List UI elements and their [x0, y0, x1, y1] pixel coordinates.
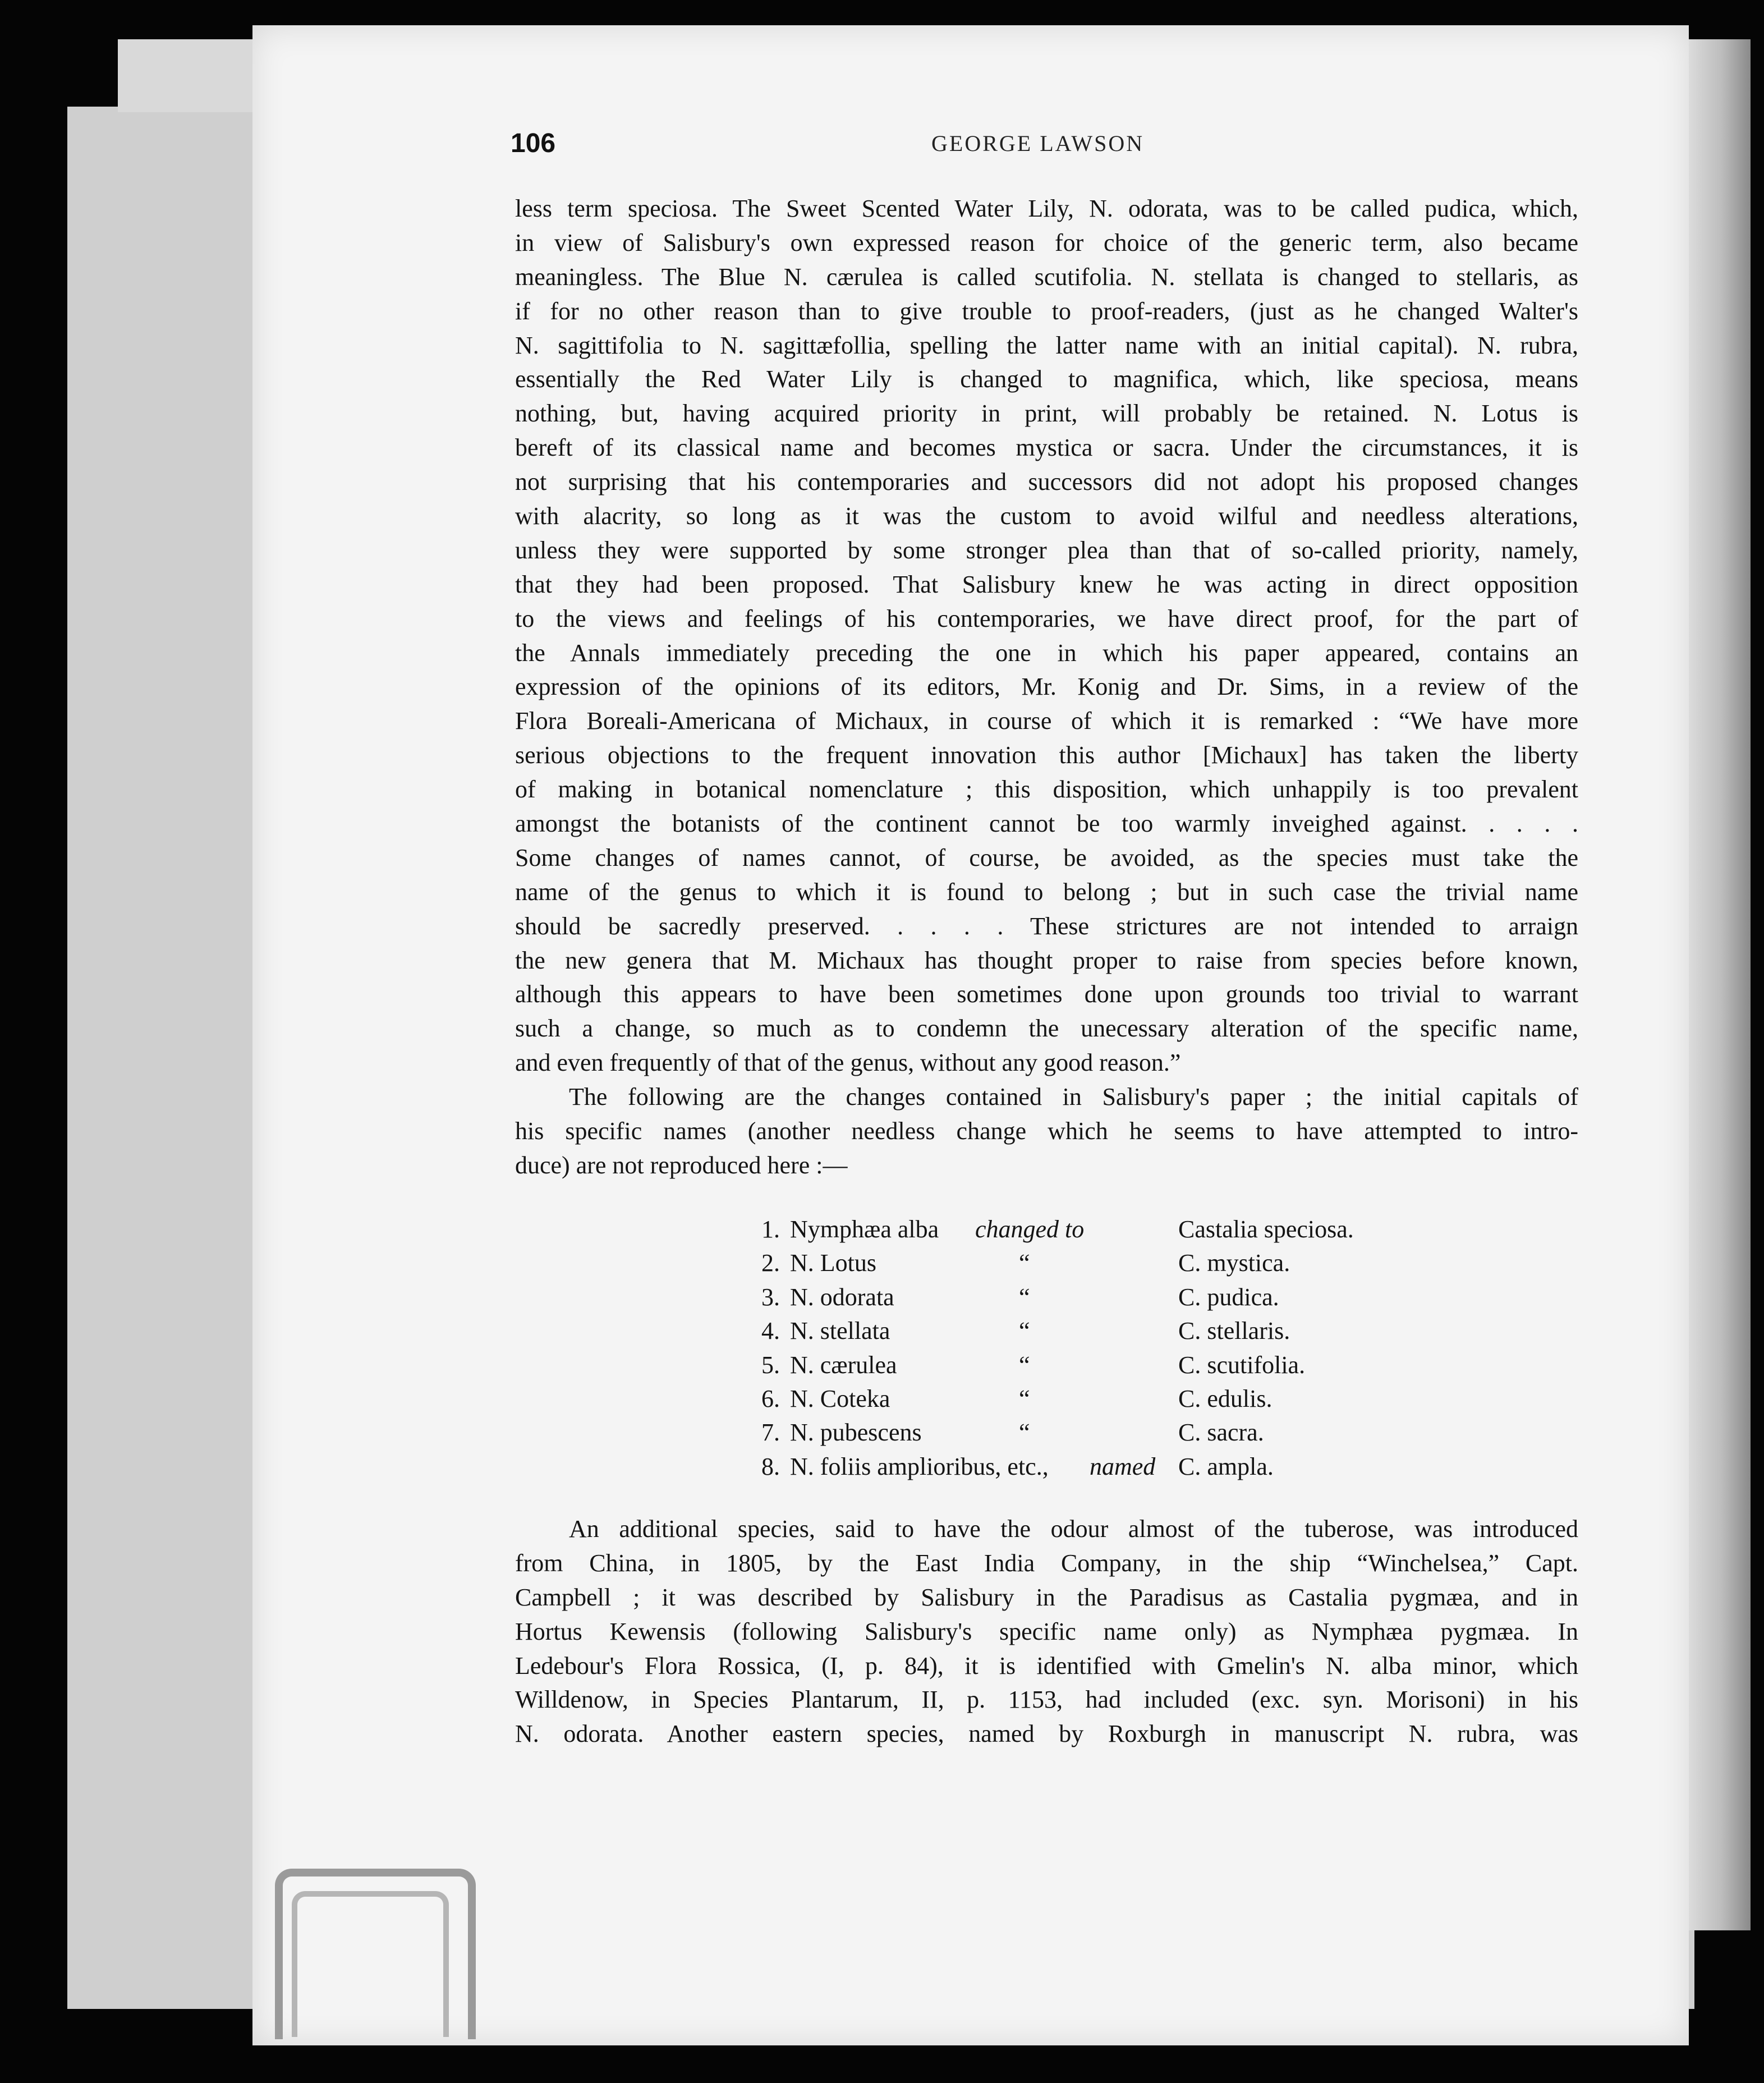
text-line: Some changes of names cannot, of course, be avoided, as the species must take the	[515, 843, 1578, 871]
text-line: should be sacredly preserved. . . . . These strictures are not intended to arraign	[515, 912, 1578, 940]
paper-clip-inner	[292, 1891, 449, 2037]
new-name: C. ampla.	[1178, 1452, 1274, 1480]
list-item	[746, 1384, 1448, 1418]
text-line: N. sagittifolia to N. sagittæfollia, spelling the latter name with an initial capital). N. rubra,	[515, 331, 1578, 359]
item-number: 2.	[761, 1249, 780, 1277]
text-line: not surprising that his contemporaries and successors did not adopt his proposed changes	[515, 468, 1578, 496]
text-line: bereft of its classical name and becomes mystica or sacra. Under the circumstances, it is	[515, 434, 1578, 462]
new-name: C. stellaris.	[1178, 1317, 1290, 1345]
item-number: 1.	[761, 1215, 780, 1243]
item-number: 8.	[761, 1452, 780, 1480]
original-name: N. cærulea	[790, 1351, 897, 1379]
original-name: N. Lotus	[790, 1249, 876, 1277]
new-name: C. sacra.	[1178, 1419, 1264, 1447]
original-name: N. Coteka	[790, 1384, 890, 1412]
text-line: Ledebour's Flora Rossica, (I, p. 84), it is identified with Gmelin's N. alba minor, which	[515, 1651, 1578, 1680]
text-line: nothing, but, having acquired priority in print, will probably be retained. N. Lotus is	[515, 400, 1578, 428]
original-name: Nymphæa alba	[790, 1215, 939, 1243]
list-item	[746, 1215, 1448, 1249]
original-name: N. pubescens	[790, 1419, 922, 1447]
original-name: N. foliis amplioribus, etc.,	[790, 1452, 1049, 1480]
ditto-mark: “	[1019, 1283, 1030, 1311]
text-line: name of the genus to which it is found to belong ; but in such case the trivial name	[515, 878, 1578, 906]
text-line: Hortus Kewensis (following Salisbury's specific name only) as Nymphæa pygmæa. In	[515, 1617, 1578, 1645]
item-number: 6.	[761, 1384, 780, 1412]
original-name: N. stellata	[790, 1317, 890, 1345]
text-line: N. odorata. Another eastern species, named by Roxburgh in manuscript N. rubra, was	[515, 1720, 1578, 1748]
original-name: N. odorata	[790, 1283, 894, 1311]
new-name: C. mystica.	[1178, 1249, 1290, 1277]
body-text-upper	[515, 192, 1578, 1183]
page-number: 106	[511, 129, 556, 158]
item-number: 5.	[761, 1351, 780, 1379]
item-number: 7.	[761, 1419, 780, 1447]
text-line: serious objections to the frequent innovation this author [Michaux] has taken the liberty	[515, 741, 1578, 769]
text-line: Campbell ; it was described by Salisbury in the Paradisus as Castalia pygmæa, and in	[515, 1583, 1578, 1611]
text-line: and even frequently of that of the genus, without any good reason.”	[515, 1049, 1181, 1077]
list-item	[746, 1249, 1448, 1282]
running-head: GEORGE LAWSON	[931, 131, 1145, 156]
ditto-mark: “	[1019, 1249, 1030, 1277]
list-item	[746, 1316, 1448, 1350]
text-line: amongst the botanists of the continent cannot be too warmly inveighed against. . . . .	[515, 810, 1578, 838]
item-number: 4.	[761, 1317, 780, 1345]
item-number: 3.	[761, 1283, 780, 1311]
new-name: C. edulis.	[1178, 1384, 1273, 1412]
text-line: with alacrity, so long as it was the custom to avoid wilful and needless alterations,	[515, 502, 1578, 530]
text-line: Flora Boreali-Americana of Michaux, in course of which it is remarked : “We have more	[515, 707, 1578, 735]
body-text-lower	[515, 1512, 1578, 1751]
connector-text: changed to	[975, 1215, 1085, 1243]
text-line: of making in botanical nomenclature ; this disposition, which unhappily is too prevalent	[515, 776, 1578, 804]
changes-list	[746, 1215, 1448, 1486]
text-line: The following are the changes contained in Salisbury's paper ; the initial capitals of	[569, 1083, 1578, 1111]
ditto-mark: “	[1019, 1384, 1030, 1412]
text-line: meaningless. The Blue N. cærulea is called scutifolia. N. stellata is changed to stellaris, as	[515, 263, 1578, 291]
list-item	[746, 1452, 1448, 1486]
ditto-mark: “	[1019, 1419, 1030, 1447]
text-line: although this appears to have been sometimes done upon grounds too trivial to warrant	[515, 980, 1578, 1008]
text-line: if for no other reason than to give trouble to proof-readers, (just as he changed Walter's	[515, 297, 1578, 325]
ditto-mark: “	[1019, 1351, 1030, 1379]
text-line: duce) are not reproduced here :—	[515, 1151, 848, 1179]
new-name: C. scutifolia.	[1178, 1351, 1306, 1379]
list-item	[746, 1283, 1448, 1316]
text-line: expression of the opinions of its editors, Mr. Konig and Dr. Sims, in a review of the	[515, 673, 1578, 701]
text-line: to the views and feelings of his contemporaries, we have direct proof, for the part of	[515, 604, 1578, 632]
text-line: that they had been proposed. That Salisbury knew he was acting in direct opposition	[515, 570, 1578, 598]
list-item	[746, 1351, 1448, 1384]
text-line: less term speciosa. The Sweet Scented Water Lily, N. odorata, was to be called pudica, which,	[515, 195, 1578, 222]
list-item	[746, 1418, 1448, 1452]
text-line: from China, in 1805, by the East India Company, in the ship “Winchelsea,” Capt.	[515, 1549, 1578, 1577]
new-name: Castalia speciosa.	[1178, 1215, 1354, 1243]
text-line: the Annals immediately preceding the one in which his paper appeared, contains an	[515, 639, 1578, 667]
text-line: An additional species, said to have the odour almost of the tuberose, was introduced	[569, 1515, 1578, 1543]
text-line: such a change, so much as to condemn the unecessary alteration of the specific name,	[515, 1015, 1578, 1043]
connector-text: named	[1090, 1452, 1156, 1480]
new-name: C. pudica.	[1178, 1283, 1279, 1311]
text-line: unless they were supported by some stronger plea than that of so-called priority, namely,	[515, 536, 1578, 564]
text-line: his specific names (another needless change which he seems to have attempted to intro-	[515, 1117, 1578, 1145]
text-line: the new genera that M. Michaux has thought proper to raise from species before known,	[515, 946, 1578, 974]
text-line: in view of Salisbury's own expressed reason for choice of the generic term, also became	[515, 228, 1578, 256]
text-line: Willdenow, in Species Plantarum, II, p. 1153, had included (exc. syn. Morisoni) in his	[515, 1686, 1578, 1714]
ditto-mark: “	[1019, 1317, 1030, 1345]
text-line: essentially the Red Water Lily is changed to magnifica, which, like speciosa, means	[515, 365, 1578, 393]
